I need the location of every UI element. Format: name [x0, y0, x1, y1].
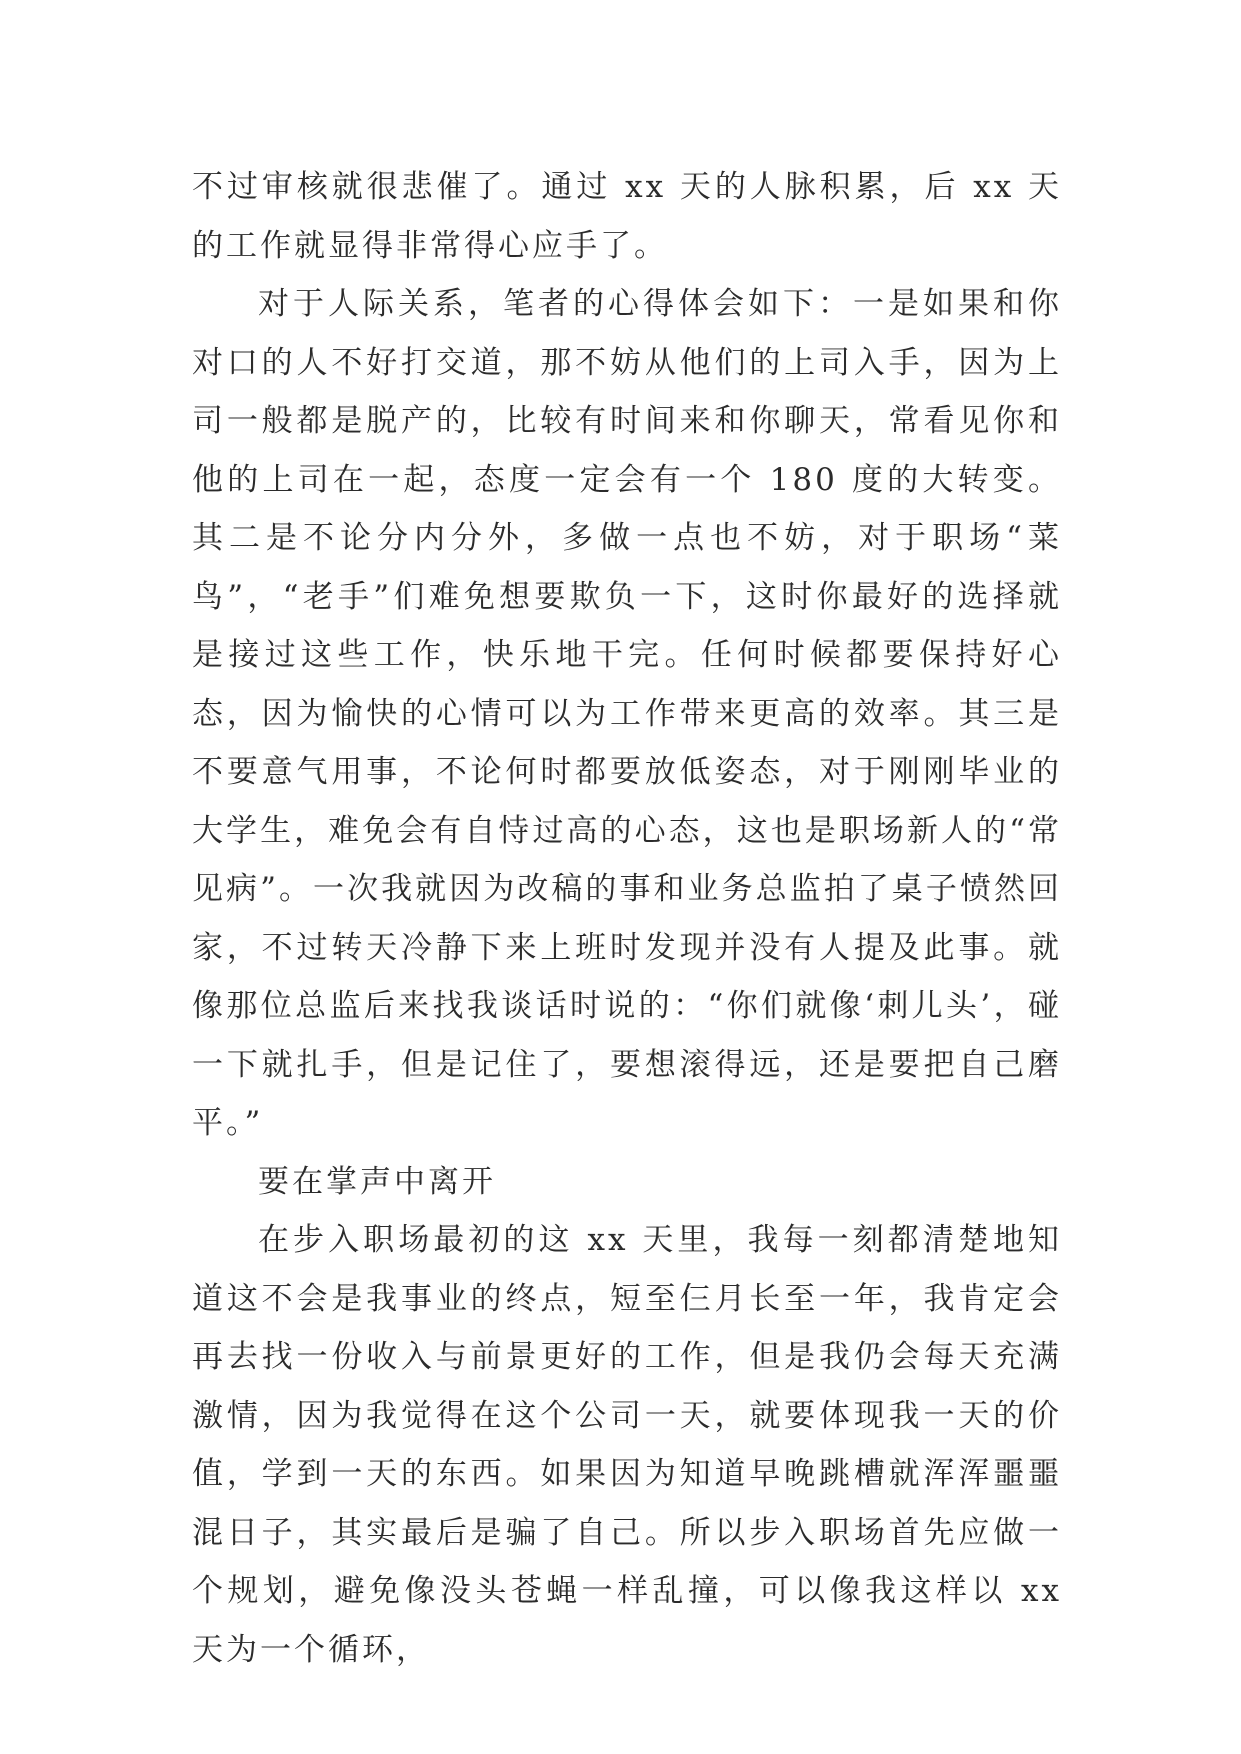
section-heading-leave-with-applause: 要在掌声中离开: [258, 1163, 496, 1200]
paragraph-interpersonal-relations: 对于人际关系，笔者的心得体会如下：一是如果和你对口的人不好打交道，那不妨从他们的上司入手，因为上司一般都是脱产的，比较有时间来和你聊天，常看见你和他的上司在一起，态度一定会有一个 180 度的大转变。其二是不论分内分外，多做一点也不妨，对于职场“菜鸟”，“老手”们难免想要欺负一下，这时你最好的选择就是接过这些工作，快乐地干完。任何时候都要保持好心态，因为愉快的心情可以为工作带来更高的效率。其三是不要意气用事，不论何时都要放低姿态，对于刚刚毕业的大学生，难免会有自恃过高的心态，这也是职场新人的“常见病”。一次我就因为改稿的事和业务总监拍了桌子愤然回家，不过转天冷静下来上班时发现并没有人提及此事。就像那位总监后来找我谈话时说的：“你们就像‘刺儿头’，碰一下就扎手，但是记住了，要想滚得远，还是要把自己磨平。”: [192, 286, 1062, 1141]
paragraph-continuation: 不过审核就很悲催了。通过 xx 天的人脉积累，后 xx 天的工作就显得非常得心应手了。: [192, 169, 1062, 264]
document-body: [192, 158, 1062, 1679]
paragraph-career-planning: 在步入职场最初的这 xx 天里，我每一刻都清楚地知道这不会是我事业的终点，短至仨月长至一年，我肯定会再去找一份收入与前景更好的工作，但是我仍会每天充满激情，因为我觉得在这个公司一天，就要体现我一天的价值，学到一天的东西。如果因为知道早晚跳槽就浑浑噩噩混日子，其实最后是骗了自己。所以步入职场首先应做一个规划，避免像没头苍蝇一样乱撞，可以像我这样以 xx 天为一个循环，: [192, 1222, 1062, 1668]
